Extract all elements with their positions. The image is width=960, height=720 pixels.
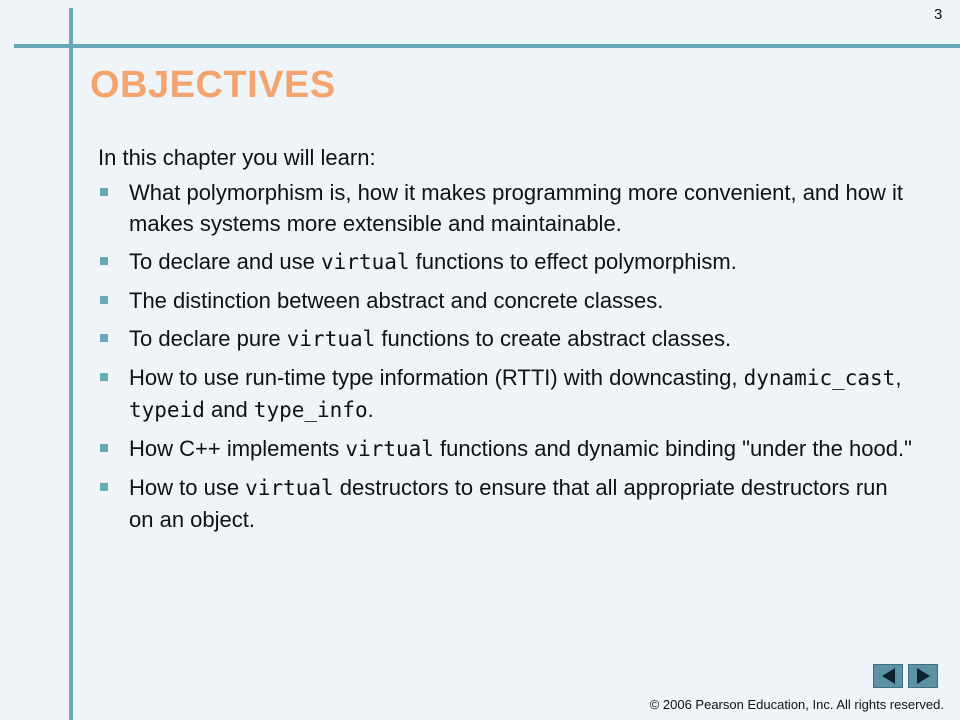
objective-text: destructors to ensure that all appropriate destructors run on an object. bbox=[129, 475, 888, 532]
code-keyword: virtual bbox=[345, 437, 434, 461]
objective-text: functions and dynamic binding "under the hood." bbox=[433, 436, 912, 461]
square-bullet-icon bbox=[100, 444, 108, 452]
triangle-left-icon bbox=[882, 668, 895, 684]
objective-text: To declare and use bbox=[129, 249, 322, 274]
objective-item bbox=[98, 177, 918, 239]
objective-item bbox=[98, 246, 918, 278]
copyright-notice: © 2006 Pearson Education, Inc. All rights reserved. bbox=[649, 697, 944, 712]
objective-item bbox=[98, 285, 918, 316]
horizontal-rule bbox=[14, 44, 960, 48]
objective-text: functions to create abstract classes. bbox=[375, 326, 732, 351]
objective-text: What polymorphism is, how it makes programming more convenient, and how it makes systems more extensible and maintainable. bbox=[129, 180, 903, 236]
code-keyword: virtual bbox=[321, 250, 410, 274]
next-slide-button[interactable] bbox=[908, 664, 938, 688]
code-keyword: virtual bbox=[245, 476, 334, 500]
objective-text: functions to effect polymorphism. bbox=[409, 249, 737, 274]
square-bullet-icon bbox=[100, 334, 108, 342]
objective-text: . bbox=[367, 397, 374, 422]
square-bullet-icon bbox=[100, 483, 108, 491]
page-number: 3 bbox=[934, 6, 943, 23]
intro-text: In this chapter you will learn: bbox=[98, 145, 376, 170]
previous-slide-button[interactable] bbox=[873, 664, 903, 688]
objective-item bbox=[98, 362, 918, 426]
objective-text: How to use run-time type information (RTTI) with downcasting, bbox=[129, 365, 744, 390]
square-bullet-icon bbox=[100, 296, 108, 304]
slide-title: OBJECTIVES bbox=[90, 64, 336, 106]
triangle-right-icon bbox=[917, 668, 930, 684]
code-keyword: dynamic_cast bbox=[743, 366, 896, 390]
square-bullet-icon bbox=[100, 373, 108, 381]
code-keyword: virtual bbox=[286, 327, 376, 351]
code-keyword: type_info bbox=[253, 398, 368, 422]
code-keyword: typeid bbox=[129, 398, 205, 422]
square-bullet-icon bbox=[100, 257, 108, 265]
objective-text: How C++ implements bbox=[129, 436, 346, 461]
objective-item bbox=[98, 433, 918, 465]
objective-text: How to use bbox=[129, 475, 246, 500]
vertical-rule bbox=[69, 8, 73, 720]
objective-text: , bbox=[895, 365, 902, 390]
objectives-list bbox=[98, 177, 918, 542]
slide-navigation bbox=[873, 664, 938, 688]
objective-item bbox=[98, 323, 918, 355]
objective-text: The distinction between abstract and concrete classes. bbox=[129, 288, 664, 313]
objective-text: To declare pure bbox=[129, 326, 287, 351]
objective-item bbox=[98, 472, 918, 535]
objective-text: and bbox=[204, 397, 254, 422]
square-bullet-icon bbox=[100, 188, 108, 196]
